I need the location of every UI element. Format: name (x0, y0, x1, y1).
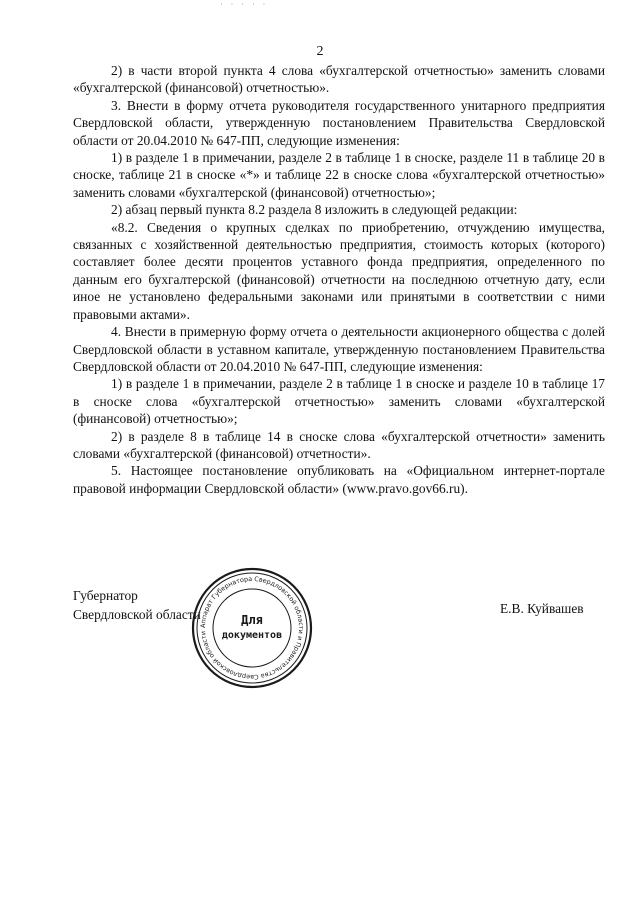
scan-artifact: · · · · · (220, 0, 269, 9)
page-number: 2 (316, 44, 324, 59)
paragraph: 2) в части второй пункта 4 слова «бухгалтерской отчетностью» заменить словами «бухгалтерской (финансовой) отчетностью». (73, 63, 605, 96)
official-stamp (190, 566, 314, 690)
paragraph: 5. Настоящее постановление опубликовать на «Официальном интернет-портале правовой информации Свердловской области» (www.pravo.gov66.ru). (73, 463, 605, 496)
stamp-center-line: документов (221, 630, 283, 641)
paragraph: «8.2. Сведения о крупных сделках по приобретению, отчуждению имущества, связанных с хозяйственной деятельностью предприятия, стоимость которых (которого) составляет более десяти процентов уставного фонда предприятия, определенного по данным его бухгалтерской (финансовой) отчетности на последнюю отчетную дату, если иное не установлено федеральными законами или принятыми в соответствии с ними правовыми актами». (73, 219, 605, 322)
paragraph: 2) в разделе 8 в таблице 14 в сноске слова «бухгалтерской отчетности» заменить словами «бухгалтерской (финансовой) отчетности». (73, 428, 605, 461)
document-body (73, 62, 605, 497)
paragraph: 1) в разделе 1 в примечании, разделе 2 в таблице 1 в сноске, разделе 11 в таблице 20 в сноске, таблице 21 в сноске «*» и таблице 22 в сноске слова «бухгалтерской отчетностью» заменить словами «бухгалтерской (финансовой) отчетностью»; (73, 150, 605, 200)
signatory-title-line: Губернатор (73, 588, 138, 603)
signatory-title-line: Свердловской области (73, 607, 201, 622)
paragraph: 1) в разделе 1 в примечании, разделе 2 в таблице 1 в сноске и разделе 10 в таблице 17 в сноске слова «бухгалтерской отчетностью» заменить словами «бухгалтерской (финансовой) отчетностью»; (73, 376, 605, 427)
stamp-ring-text: Аппарат Губернатора Свердловской области и Правительства Свердловской области (198, 574, 306, 682)
signatory-name: Е.В. Куйвашев (500, 601, 584, 616)
svg-text:Аппарат Губернатора Свердловск (199, 575, 305, 681)
stamp-center-line: Для (241, 613, 263, 627)
signatory-title (73, 586, 201, 624)
paragraph: 4. Внести в примерную форму отчета о деятельности акционерного общества с долей Свердловской области в уставном капитале, утвержденную постановлением Правительства Свердловской области от 20.04.2010 № 647-ПП, следующие изменения: (73, 324, 605, 374)
paragraph: 3. Внести в форму отчета руководителя государственного унитарного предприятия Свердловской области, утвержденную постановлением Правительства Свердловской области от 20.04.2010 № 647-ПП, следующие изменения: (73, 97, 605, 148)
paragraph: 2) абзац первый пункта 8.2 раздела 8 изложить в следующей редакции: (111, 202, 518, 218)
